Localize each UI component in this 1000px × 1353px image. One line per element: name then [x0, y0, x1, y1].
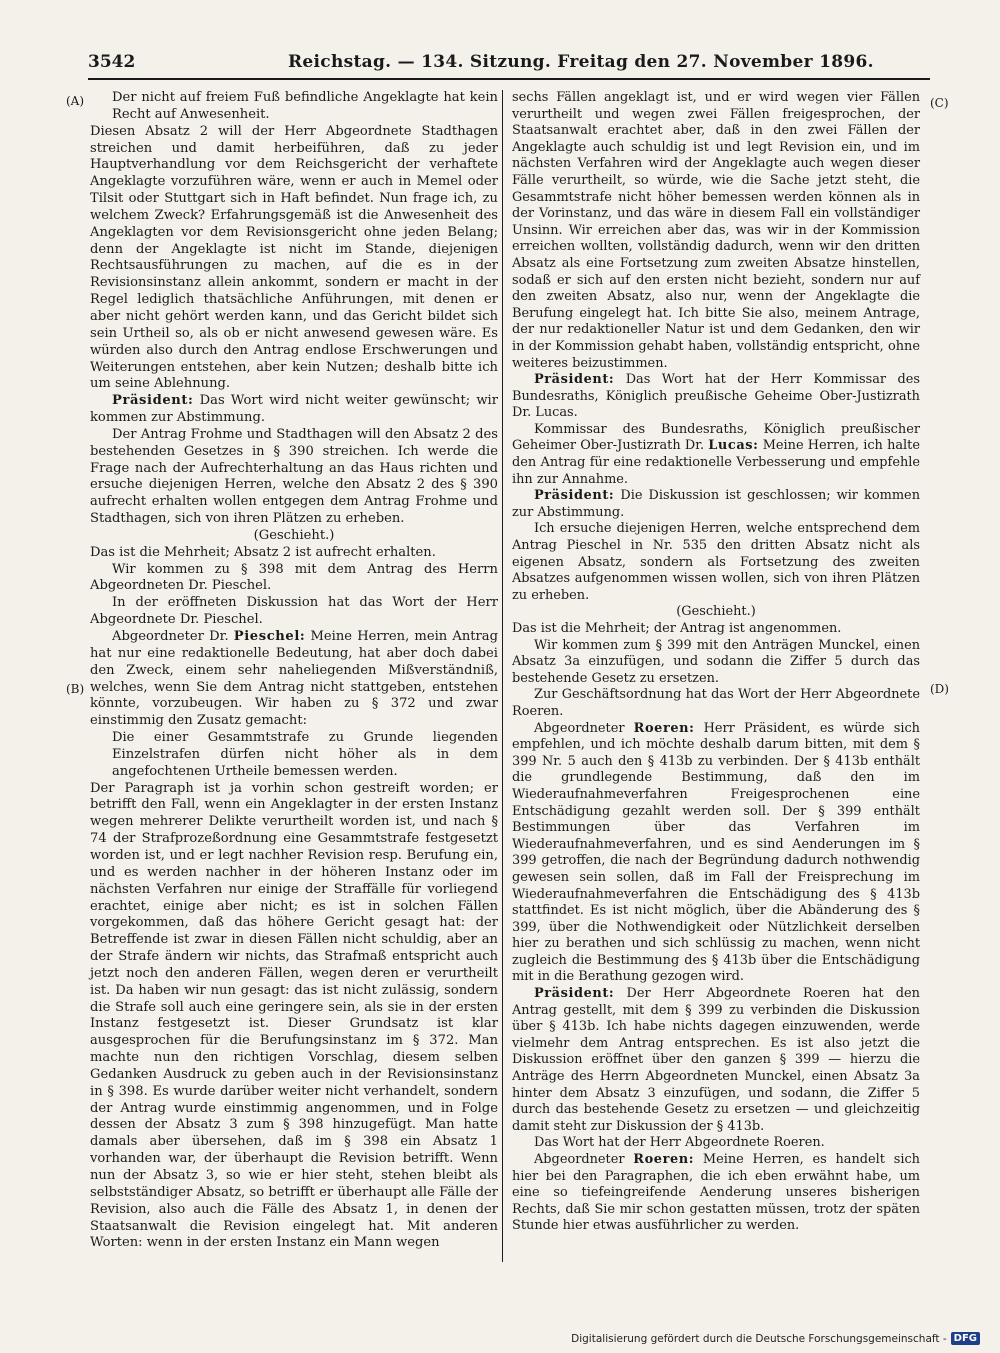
paragraph: Wir kommen zum § 399 mit den Anträgen Munckel, einen Absatz 3a einzufügen, und sodann die Ziffer 5 durch das bestehende Gesetz zu ersetzen. — [512, 637, 920, 686]
digitization-footer — [571, 1332, 980, 1345]
speaker-name: Roeren: — [633, 720, 695, 736]
paragraph-text: Meine Herren, mein Antrag hat nur eine redaktionelle Bedeutung, hat aber doch dabei den Zweck, einem sehr naheliegenden Mißverständniß, welches, wenn Sie dem Antrag nicht stattgeben, entstehen könnte, vorzubeugen. Wir haben zu § 372 und zwar einstimmig den Zusatz gemacht: — [90, 629, 498, 729]
paragraph: Diesen Absatz 2 will der Herr Abgeordnete Stadthagen streichen und damit herbeiführen, daß zu jeder Hauptverhandlung vor dem Reichsgericht der verhaftete Angeklagte vorzuführen wäre, wenn er auch in Memel oder Tilsit oder Stuttgart sich in Haft befindet. Nun frage ich, zu welchem Zweck? Erfahrungsgemäß ist die Anwesenheit des Angeklagten vor dem Revisionsgericht ohne jeden Belang; denn der Angeklagte ist nicht im Stande, diejenigen Rechtsausführungen zu machen, auf die es in der Revisionsinstanz allein ankommt, sondern er macht in der Regel lediglich thatsächliche Anführungen, mit denen er aber nicht gehört werden kann, und das Gericht bildet sich sein Urtheil so, als ob er nicht anwesend gewesen wäre. Es würden also durch den Antrag endlose Erschwerungen und Weiterungen entstehen, aber kein Nutzen; deshalb bitte ich um seine Ablehnung. — [90, 123, 498, 392]
speaker-name: Roeren: — [633, 1152, 695, 1167]
page-title: Reichstag. — 134. Sitzung. Freitag den 27. November 1896. — [288, 52, 874, 72]
paragraph: Der Paragraph ist ja vorhin schon gestreift worden; er betrifft den Fall, wenn ein Angeklagter in der ersten Instanz wegen mehrerer Delikte verurtheilt worden ist, und nach § 74 der Strafprozeßordnung eine Gesammtstrafe festgesetzt worden ist, und er legt nachher Revision resp. Berufung ein, und es werden nachher in der höheren Instanz oder im nächsten Verfahren nur einige der Straffälle für vorliegend erachtet, einige aber nicht; es ist in solchen Fällen vorgekommen, daß das höhere Gericht gesagt hat: der Betreffende ist zwar in diesen Fällen nicht schuldig, aber an der Strafe ändern wir nichts, das Strafmaß entspricht auch jetzt noch den anderen Fällen, wegen deren er verurtheilt ist. Da haben wir nun gesagt: das ist nicht zulässig, sondern die Strafe soll auch eine geringere sein, als sie in der ersten Instanz festgesetzt ist. Dieser Grundsatz ist klar ausgesprochen für die Berufungsinstanz im § 372. Man machte nun den richtigen Vorschlag, diesem selben Gedanken Ausdruck zu geben auch in der Revisionsinstanz in § 398. Es wurde darüber weiter nicht verhandelt, sondern der Antrag wurde einstimmig angenommen, und in Folge dessen der Absatz 3 zum § 398 hinzugefügt. Man hatte damals aber übersehen, daß im § 398 ein Absatz 1 vorhanden war, der überhaupt die Revision betrifft. Wenn nun der Absatz 3, so wie er hier steht, stehen bleibt als selbstständiger Absatz, so betrifft er überhaupt alle Fälle der Revision, also auch die Fälle des Absatz 1, in denen der Staatsanwalt die Revision eingelegt hat. Mit anderen Worten: wenn in der ersten Instanz ein Mann wegen — [90, 780, 498, 1251]
paragraph — [512, 986, 920, 1135]
speaker-prefix: Abgeordneter — [534, 1152, 634, 1167]
paragraph-text: Die Diskussion ist geschlossen; wir kommen zur Abstimmung. — [512, 488, 920, 520]
page-header — [88, 50, 930, 80]
margin-mark-a: (A) — [66, 94, 85, 108]
speaker-name: Präsident: — [534, 372, 615, 388]
paragraph: sechs Fällen angeklagt ist, und er wird wegen vier Fällen verurtheilt und wegen zwei Fällen freigesprochen, der Staatsanwalt erachtet aber, daß in den zwei Fällen der Angeklagte auch schuldig ist und legt Revision ein, und im nächsten Verfahren wird der Angeklagte auch wegen dieser Fälle verurtheilt, so würde, wie die Sache jetzt steht, die Gesammtstrafe nicht höher bemessen werden können als in der Vorinstanz, und das wäre in diesem Fall ein vollständiger Unsinn. Wir erreichen aber das, was wir in der Kommission erreichen wollten, vollständig dadurch, wenn wir den dritten Absatz als eine Fortsetzung zum zweiten Absatze hinstellen, sodaß er sich auf den ersten nicht bezieht, sondern nur auf den zweiten Absatz, also nur, wenn der Angeklagte die Berufung eingelegt hat. Ich bitte Sie also, meinem Antrage, der nur redaktioneller Natur ist und dem Gedanken, den wir in der Kommission gehabt haben, vollständig entspricht, ohne weiteres beizustimmen. — [512, 90, 920, 371]
paragraph: Das ist die Mehrheit; der Antrag ist angenommen. — [512, 621, 842, 636]
paragraph: Das Wort hat der Herr Abgeordnete Roeren. — [534, 1135, 825, 1151]
paragraph-text: Meine Herren, ich halte den Antrag für eine redaktionelle Verbesserung und empfehle ihn zur Annahme. — [512, 438, 920, 487]
paragraph-text: Das Wort hat der Herr Kommissar des Bundesraths, Königlich preußische Geheime Ober-Justizrath Dr. Lucas. — [512, 372, 920, 421]
margin-mark-c: (C) — [930, 96, 949, 110]
speaker-prefix: Abgeordneter Dr. — [112, 629, 234, 644]
paragraph: In der eröffneten Diskussion hat das Wort der Herr Abgeordnete Dr. Pieschel. — [90, 595, 498, 628]
paragraph-text: Das Wort wird nicht weiter gewünscht; wir kommen zur Abstimmung. — [90, 393, 498, 426]
page-number: 3542 — [88, 52, 136, 72]
speaker-prefix: Kommissar des Bundesraths, Königlich preußischer Geheimer Ober-Justizrath Dr. — [512, 421, 920, 454]
column-divider — [502, 90, 503, 1262]
footer-text: Digitalisierung gefördert durch die Deutsche Forschungsgemeinschaft - — [571, 1332, 947, 1345]
margin-mark-d: (D) — [930, 682, 949, 696]
paragraph — [512, 721, 920, 987]
paragraph — [90, 629, 498, 730]
speaker-prefix: Abgeordneter — [534, 720, 634, 736]
paragraph: Zur Geschäftsordnung hat das Wort der Herr Abgeordnete Roeren. — [512, 687, 920, 719]
left-column — [90, 90, 498, 1252]
dfg-logo-icon: DFG — [951, 1332, 980, 1345]
speaker-name: Präsident: — [534, 986, 615, 1002]
paragraph — [512, 1152, 920, 1235]
stage-direction: (Geschieht.) — [253, 527, 335, 543]
speaker-name: Pieschel: — [233, 629, 306, 644]
paragraph: Der Antrag Frohme und Stadthagen will den Absatz 2 des bestehenden Gesetzes in § 390 streichen. Ich werde die Frage nach der Aufrechterhaltung an das Haus richten und ersuche diejenigen Herren, welche den Absatz 2 des § 390 aufrecht erhalten wollen entgegen dem Antrag Frohme und Stadthagen, sich von ihren Plätzen zu erheben. — [90, 426, 498, 527]
paragraph: Wir kommen zu § 398 mit dem Antrag des Herrn Abgeordneten Dr. Pieschel. — [90, 561, 498, 594]
paragraph — [512, 372, 920, 422]
paragraph — [90, 393, 498, 427]
paragraph-text: Der Herr Abgeordnete Roeren hat den Antrag gestellt, mit dem § 399 zu verbinden die Diskussion über § 413b. Ich habe nichts dagegen einzuwenden, werde vielmehr dem Antrag entsprechen. Es ist also jetzt die Diskussion eröffnet über den ganzen § 399 — hierzu die Anträge des Herrn Abgeordneten Munckel, einen Absatz 3a hinter dem Absatz 3 einzufügen, und sodann, die Ziffer 5 durch das bestehende Gesetz zu ersetzen — und gleichzeitig damit steht zur Diskussion der § 413b. — [512, 986, 920, 1134]
paragraph: Ich ersuche diejenigen Herren, welche entsprechend dem Antrag Pieschel in Nr. 535 den dritten Absatz nicht als eigenen Absatz, sondern als Fortsetzung des zweiten Absatzes aufgenommen wissen wollen, sich von ihren Plätzen zu erheben. — [512, 521, 920, 603]
speaker-name: Präsident: — [112, 393, 194, 409]
paragraph-text: Herr Präsident, es würde sich empfehlen, und ich möchte deshalb darum bitten, mit dem § 399 Nr. 5 auch den § 413b zu verbinden. Der § 413b enthält die grundlegende Bestimmung, daß den im Wiederaufnahmeverfahren Freigesprochenen eine Entschädigung gezahlt werden soll. Der § 399 enthält Bestimmungen über das Verfahren im Wiederaufnahmeverfahren, und es sind Aenderungen im § 399 getroffen, die nach der Begründung dadurch nothwendig gewesen sein sollen, daß im Fall der Freisprechung im Wiederaufnahmeverfahren die Entschädigung des § 413b stattfindet. Es ist nicht möglich, über die Abänderung des § 399, über die Nothwendigkeit oder Nützlichkeit derselben hier zu berathen und sich schlüssig zu machen, wenn nicht zugleich die Bestimmung des § 413b über die Entschädigung mit in die Berathung gezogen wird. — [512, 720, 920, 985]
quoted-amendment: Die einer Gesammtstrafe zu Grunde liegenden Einzelstrafen dürfen nicht höher als in dem angefochtenen Urtheile bemessen werden. — [112, 730, 498, 779]
speaker-name: Präsident: — [534, 488, 615, 504]
margin-mark-b: (B) — [66, 682, 85, 696]
paragraph-text: Meine Herren, es handelt sich hier bei den Paragraphen, die ich eben erwähnt habe, um eine so tiefeingreifende Aenderung unseres bisherigen Rechts, daß Sie mir schon gestatten müssen, trotz der späten Stunde hier etwas ausführlicher zu werden. — [512, 1152, 920, 1234]
paragraph — [512, 422, 920, 488]
paragraph: Das ist die Mehrheit; Absatz 2 ist aufrecht erhalten. — [90, 544, 436, 560]
stage-direction: (Geschieht.) — [676, 604, 756, 620]
paragraph — [512, 488, 920, 521]
paragraph: Der nicht auf freiem Fuß befindliche Angeklagte hat kein Recht auf Anwesenheit. — [112, 90, 498, 122]
speaker-name: Lucas: — [708, 438, 759, 454]
right-column — [512, 90, 920, 1235]
